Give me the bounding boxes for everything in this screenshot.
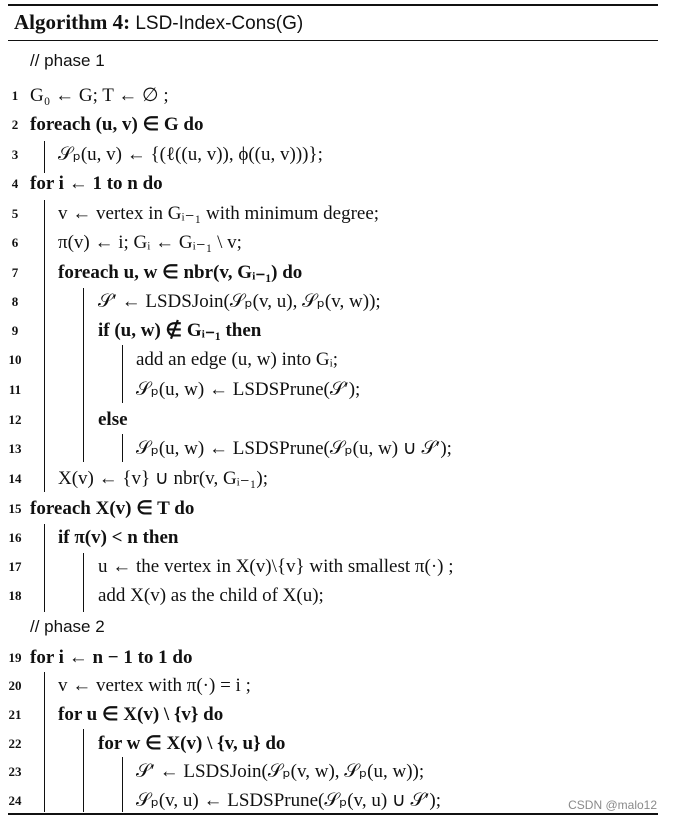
watermark: CSDN @malo12 (568, 798, 657, 812)
line-text: add X(v) as the child of X(u); (98, 585, 324, 606)
line-number: 21 (8, 707, 22, 722)
block-guide-for-2 (44, 672, 45, 812)
line-number: 16 (8, 530, 22, 545)
line-text: if π(v) < n then (58, 527, 179, 548)
algorithm-label: Algorithm 4: (14, 10, 131, 34)
line-text: 𝒮′ ← LSDSJoin(𝒮ₚ(v, u), 𝒮ₚ(v, w)); (98, 291, 381, 312)
line-number: 4 (11, 176, 19, 191)
line-text: if (u, w) ∉ Gᵢ₋₁ then (98, 320, 262, 341)
line-text: G₀ ← G; T ← ∅ ; (30, 85, 169, 106)
line-text: foreach u, w ∈ nbr(v, Gᵢ₋₁) do (58, 262, 303, 283)
line-number: 3 (11, 147, 19, 162)
line-number: 2 (11, 117, 19, 132)
block-guide-foreach-1 (44, 141, 45, 173)
line-number: 11 (8, 382, 22, 397)
block-guide-foreach-2 (83, 288, 84, 462)
line-text: else (98, 409, 128, 430)
line-text: 𝒮ₚ(u, w) ← LSDSPrune(𝒮′); (136, 379, 361, 400)
line-text: 𝒮ₚ(v, u) ← LSDSPrune(𝒮ₚ(v, u) ∪ 𝒮′); (136, 790, 442, 811)
block-guide-for-3 (83, 729, 84, 812)
line-number: 9 (11, 323, 19, 338)
block-guide-if-2 (83, 553, 84, 612)
line-text: foreach (u, v) ∈ G do (30, 114, 204, 135)
top-rule (8, 4, 658, 6)
line-text: u ← the vertex in X(v)\{v} with smallest π(·) ; (98, 556, 454, 577)
line-text: π(v) ← i; Gᵢ ← Gᵢ₋₁ \ v; (58, 232, 242, 253)
line-number: 22 (8, 736, 22, 751)
line-number: 24 (8, 793, 22, 808)
line-text: for w ∈ X(v) \ {v, u} do (98, 733, 286, 754)
bottom-rule (8, 813, 658, 815)
algorithm-name: LSD-Index-Cons(G) (135, 13, 304, 34)
line-number: 17 (8, 559, 22, 574)
block-guide-for-4 (122, 757, 123, 812)
line-text: 𝒮ₚ(u, w) ← LSDSPrune(𝒮ₚ(u, w) ∪ 𝒮′); (136, 438, 452, 459)
line-text: v ← vertex with π(·) = i ; (58, 675, 251, 696)
line-number: 7 (11, 265, 19, 280)
line-number: 5 (11, 206, 19, 221)
line-text: for u ∈ X(v) \ {v} do (58, 704, 224, 725)
line-text: add an edge (u, w) into Gᵢ; (136, 349, 339, 370)
line-number: 15 (8, 501, 22, 516)
line-number: 8 (11, 294, 19, 309)
line-number: 12 (8, 412, 22, 427)
line-text: foreach X(v) ∈ T do (30, 498, 195, 519)
line-number: 13 (8, 441, 22, 456)
line-number: 18 (8, 588, 22, 603)
line-number: 1 (11, 88, 19, 103)
line-text: for i ← 1 to n do (30, 173, 163, 194)
block-guide-foreach-3 (44, 524, 45, 612)
block-guide-for-1 (44, 200, 45, 492)
line-number: 20 (8, 678, 22, 693)
line-number: 14 (8, 471, 22, 486)
line-number: 19 (8, 650, 22, 665)
line-text: // phase 1 (30, 51, 105, 70)
line-number: 6 (11, 235, 19, 250)
line-text: 𝒮ₚ(u, v) ← {(ℓ((u, v)), ϕ((u, v)))}; (58, 144, 323, 165)
block-guide-else (122, 434, 123, 462)
line-number: 23 (8, 764, 22, 779)
line-text: for i ← n − 1 to 1 do (30, 647, 193, 668)
algorithm-title (14, 10, 303, 35)
title-rule (8, 40, 658, 41)
line-text: // phase 2 (30, 617, 105, 636)
line-text: X(v) ← {v} ∪ nbr(v, Gᵢ₋₁); (58, 468, 269, 489)
line-text: v ← vertex in Gᵢ₋₁ with minimum degree; (58, 203, 380, 224)
line-number: 10 (8, 352, 22, 367)
block-guide-if (122, 345, 123, 403)
line-text: 𝒮′ ← LSDSJoin(𝒮ₚ(v, w), 𝒮ₚ(u, w)); (136, 761, 425, 782)
